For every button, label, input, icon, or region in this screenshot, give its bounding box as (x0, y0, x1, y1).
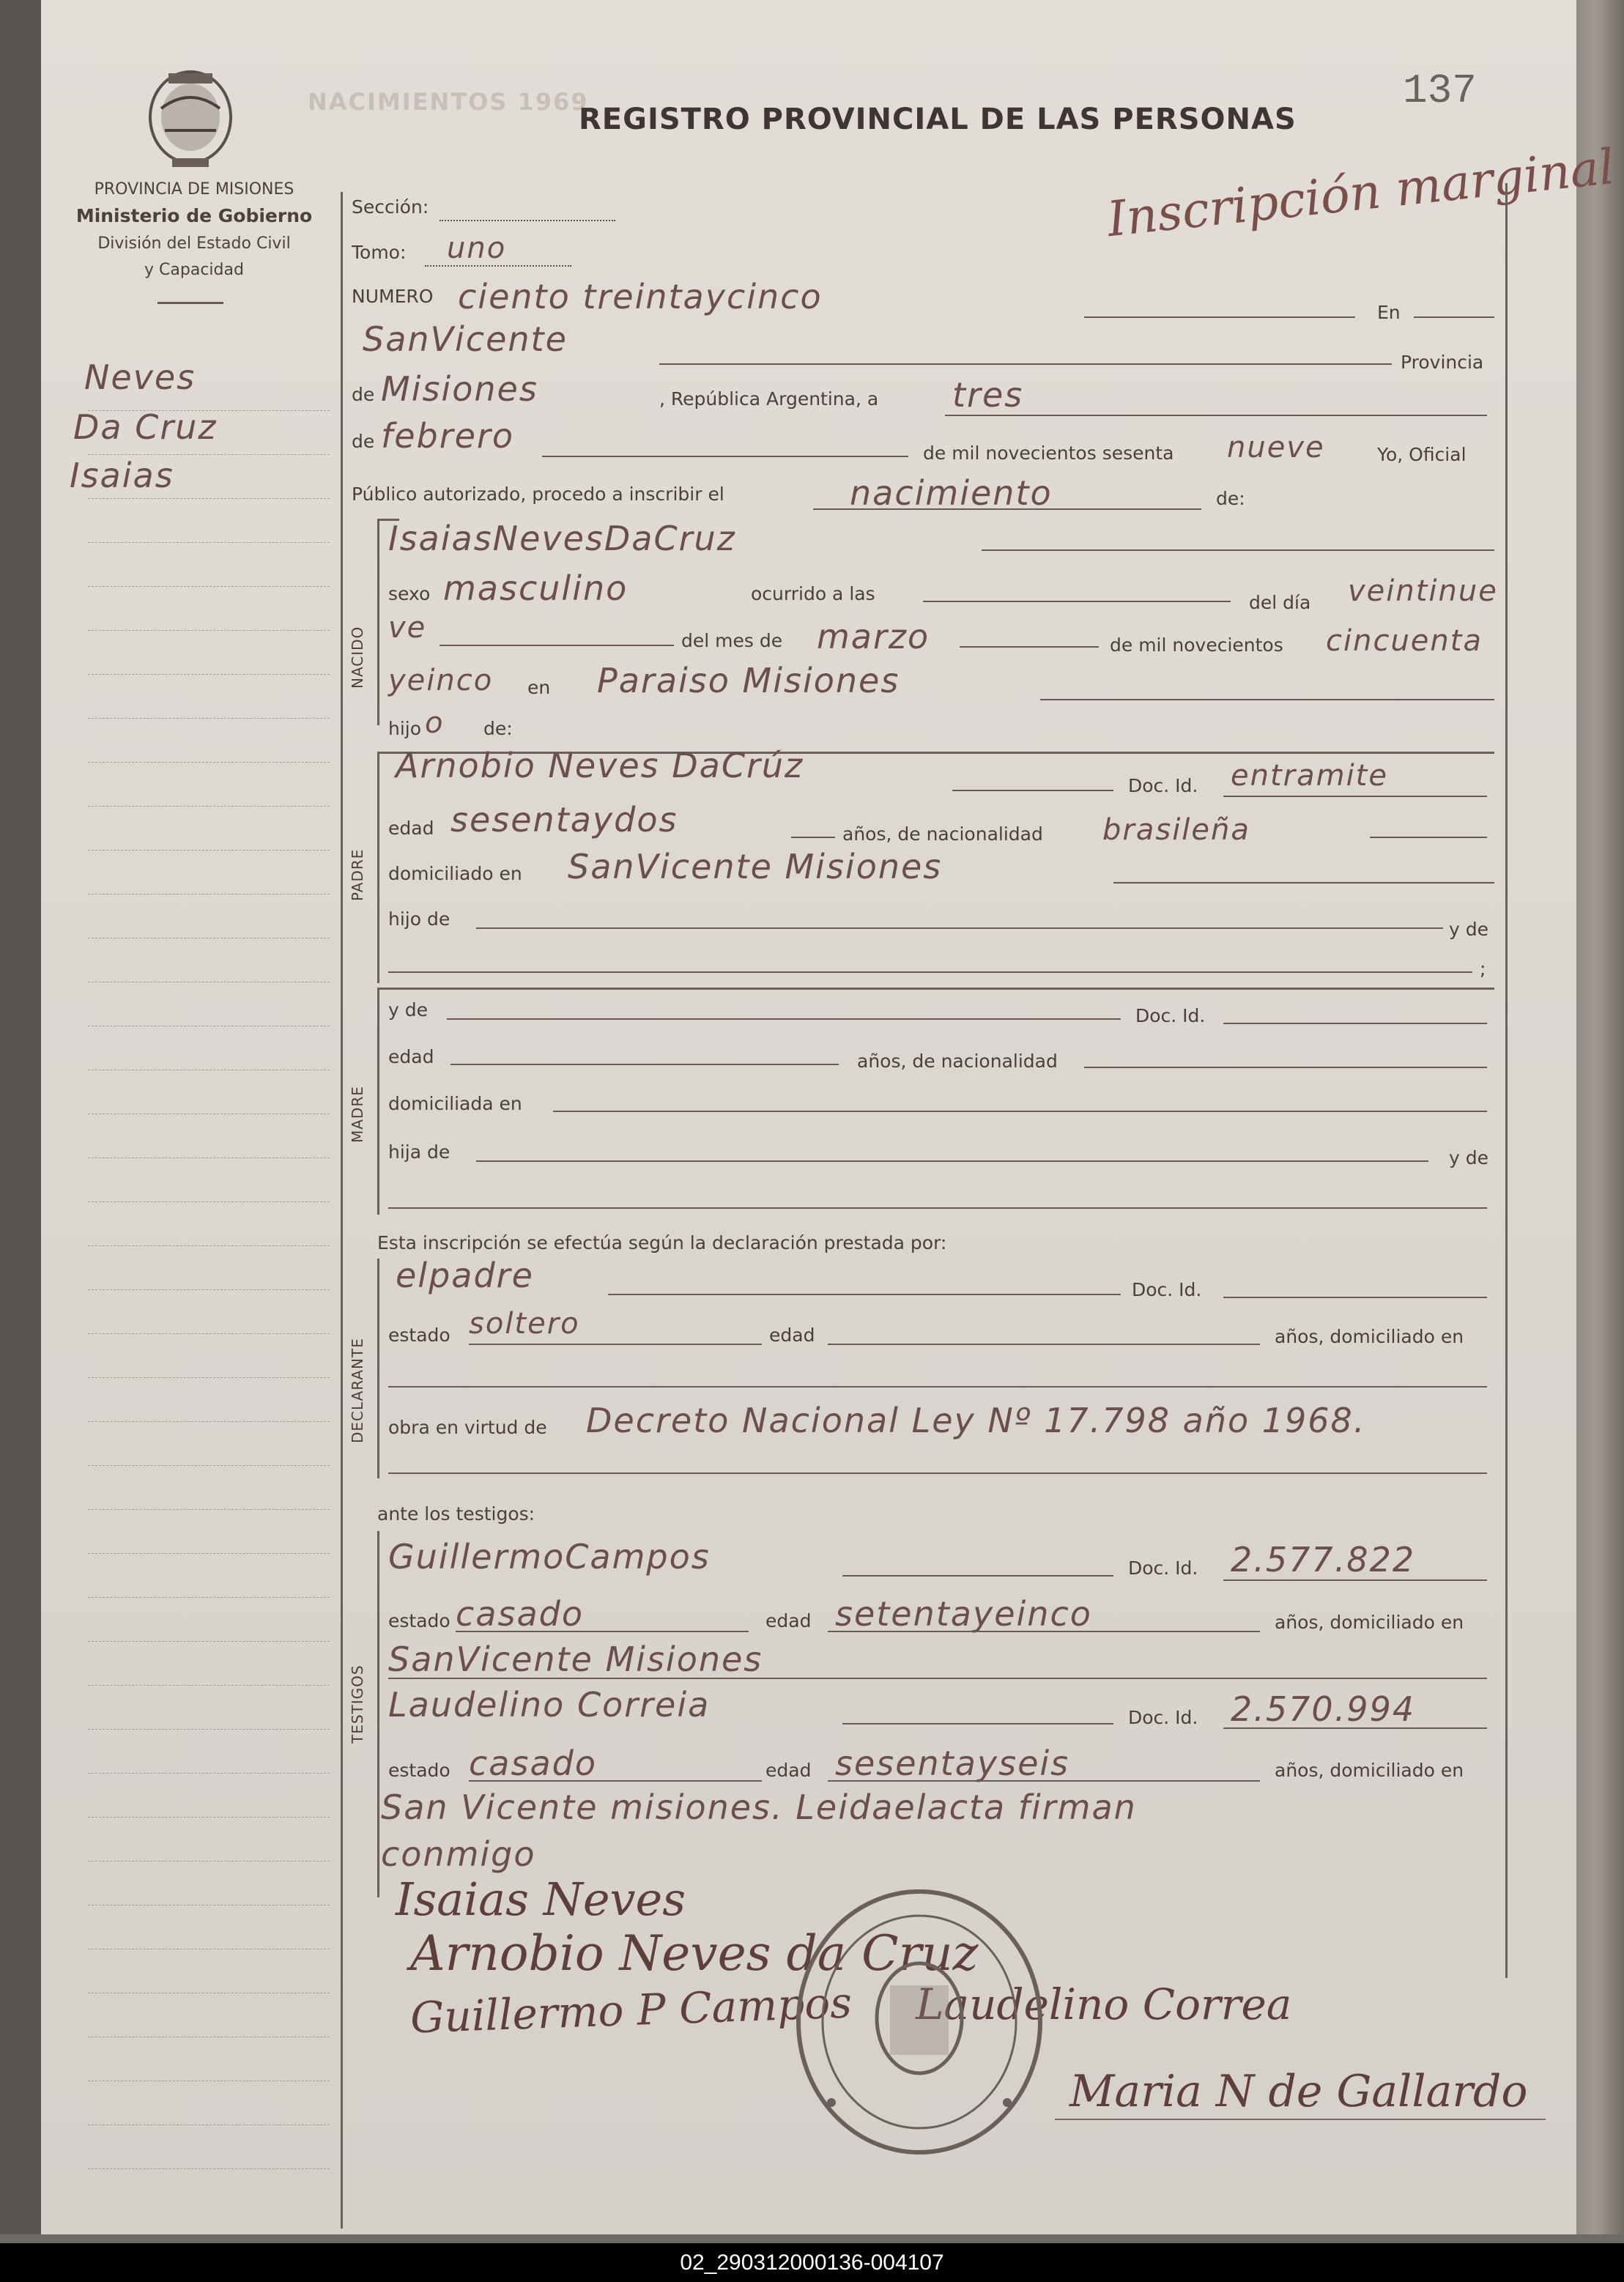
nacido-bracket (377, 519, 379, 725)
testigo2-name-line (842, 1723, 1113, 1725)
month-value: febrero (381, 416, 514, 456)
madre-edad-label: edad (388, 1046, 434, 1067)
padre-nac-label: años, de nacionalidad (842, 823, 1043, 845)
seccion-line (440, 220, 615, 221)
tomo-line (425, 265, 571, 267)
padre-name: Arnobio Neves DaCrúz (396, 746, 804, 785)
testigos-intro: ante los testigos: (377, 1503, 535, 1525)
margin-surname-2: Da Cruz (73, 407, 218, 447)
right-margin-rule (1505, 183, 1508, 1978)
dia-label: del día (1249, 592, 1311, 613)
testigo1-name-line (842, 1575, 1113, 1577)
testigo1-doc-label: Doc. Id. (1128, 1557, 1198, 1579)
image-id-label: 02_290312000136-004107 (680, 2250, 944, 2275)
padre-name-line (952, 790, 1113, 791)
testigo2-doc-value: 2.570.994 (1231, 1689, 1416, 1729)
declarante-name-line (608, 1294, 1121, 1295)
left-margin-rule (341, 192, 343, 2229)
publico-label: Público autorizado, procedo a inscribir el (352, 484, 724, 505)
declarante-dom-line (388, 1386, 1487, 1388)
testigo1-dom-value: SanVicente Misiones (388, 1640, 763, 1679)
declarante-estado-label: estado (388, 1325, 451, 1346)
padre-edad-line (791, 837, 835, 838)
provincia-value: Misiones (381, 369, 538, 409)
padre-nac-value: brasileña (1102, 813, 1250, 847)
testigo1-name: GuillermoCampos (388, 1537, 711, 1577)
day-line (945, 415, 1487, 416)
testigo2-name: Laudelino Correia (388, 1685, 711, 1725)
testigo2-estado-label: estado (388, 1760, 451, 1781)
tomo-value: uno (447, 231, 507, 265)
madre-doc-line (1223, 1023, 1487, 1024)
numero-value: ciento treintaycinco (458, 277, 823, 316)
yo-label: Yo, Oficial (1377, 444, 1467, 465)
org-ministry: Ministerio de Gobierno (75, 205, 313, 226)
day-value: tres (952, 375, 1024, 415)
testigo2-edad-value: sesentaуseis (835, 1744, 1070, 1783)
madre-y-de2-line (388, 1207, 1487, 1209)
madre-dom-line (553, 1111, 1487, 1112)
republica-label: , República Argentina, a (659, 388, 879, 410)
margin-surname-1: Neves (84, 358, 196, 397)
testigo1-estado-value: casado (456, 1594, 584, 1634)
en-line (1414, 316, 1494, 318)
madre-y-de2-label: y de (1449, 1147, 1488, 1168)
testigo2-doc-label: Doc. Id. (1128, 1707, 1198, 1728)
madre-doc-label: Doc. Id. (1135, 1005, 1206, 1026)
declarante-doc-line (1223, 1297, 1487, 1298)
de2-label: de (352, 431, 375, 452)
testigo1-dom-line (388, 1678, 1487, 1679)
coat-of-arms-icon (139, 64, 242, 174)
testigo1-anos-label: años, domiciliado en (1275, 1612, 1464, 1633)
place-line (659, 363, 1392, 365)
madre-hija-de-line (476, 1160, 1428, 1162)
mes-line (960, 646, 1099, 648)
testigo2-edad-label: edad (765, 1760, 812, 1781)
org-capacity: y Capacidad (144, 261, 244, 279)
padre-edad-label: edad (388, 818, 434, 839)
de-label: de (352, 384, 375, 405)
org-province: PROVINCIA DE MISIONES (94, 180, 294, 199)
testigo1-doc-line (1223, 1579, 1487, 1581)
dia-value-cont: ve (388, 611, 427, 645)
padre-hijo-de-line (476, 927, 1443, 929)
page-title: REGISTRO PROVINCIAL DE LAS PERSONAS (579, 103, 1297, 136)
book-spine (1576, 0, 1624, 2234)
padre-doc-label: Doc. Id. (1128, 775, 1198, 796)
testigo2-edad-line (828, 1780, 1260, 1782)
madre-edad-line (451, 1064, 839, 1065)
padre-edad-value: sesentaydos (451, 800, 678, 840)
year-value: nueve (1227, 431, 1325, 464)
obra-label: obra en virtud de (388, 1417, 547, 1438)
madre-top-rule (377, 988, 1494, 990)
testigo1-doc-value: 2.577.822 (1231, 1540, 1416, 1579)
place-value: SanVicente (363, 319, 568, 359)
anio-label: de mil novecientos sesenta (923, 442, 1174, 464)
padre-y-de-label: y de (1449, 919, 1488, 940)
testigo2-doc-line (1223, 1727, 1487, 1729)
declarante-doc-label: Doc. Id. (1132, 1279, 1202, 1300)
anio-value: cincuenta (1326, 624, 1483, 658)
hijo-label: hijo (388, 718, 422, 739)
padre-dom-value: SanVicente Misiones (568, 847, 943, 886)
padre-doc-value: entramite (1231, 759, 1388, 793)
padre-semicolon: ; (1480, 958, 1486, 979)
anio-value-cont: yeinco (388, 664, 494, 697)
registrar-mark: Inscripción marginal (1104, 138, 1617, 248)
numero-line (1084, 316, 1355, 318)
testigo1-edad-label: edad (765, 1610, 812, 1631)
madre-nac-line (1084, 1067, 1487, 1068)
madre-dom-label: domiciliada en (388, 1093, 522, 1114)
month-line (542, 456, 908, 457)
org-division: División del Estado Civil (97, 234, 291, 253)
signature-5-underline (1055, 2119, 1546, 2120)
padre-hijo-de-label: hijo de (388, 908, 451, 930)
nacido-name: IsaiasNevesDaCruz (388, 519, 736, 558)
testigo1-edad-line (828, 1631, 1260, 1632)
madre-section-label: MADRE (349, 1086, 366, 1143)
declarante-name: elpadre (396, 1256, 534, 1295)
org-underline (157, 302, 223, 304)
signature-5: Maria N de Gallardo (1069, 2066, 1528, 2117)
testigo1-edad-value: setentayeinco (835, 1594, 1092, 1634)
madre-nac-label: años, de nacionalidad (857, 1051, 1058, 1072)
padre-section-label: PADRE (349, 848, 366, 901)
padre-dom-label: domiciliado en (388, 863, 522, 884)
signature-3: Guillermo P Campos (409, 1977, 853, 2043)
margin-given-name: Isaias (70, 456, 174, 495)
mes-label: del mes de (681, 630, 783, 651)
signature-1: Isaias Neves (396, 1872, 686, 1926)
en-label: En (1377, 302, 1401, 323)
closing-text: conmigo (381, 1834, 536, 1874)
madre-y-de-label: y de (388, 999, 428, 1020)
declarante-edad-label: edad (769, 1325, 815, 1346)
sexo-value: masculino (443, 568, 629, 608)
ocurrido-label: ocurrido a las (751, 583, 875, 604)
madre-name-line (447, 1018, 1121, 1020)
acto-value: nacimiento (850, 473, 1053, 513)
official-seal-icon (787, 1883, 1051, 2161)
declarante-section-label: DECLARANTE (349, 1338, 366, 1443)
padre-bracket (377, 752, 379, 983)
page-number: 137 (1403, 67, 1477, 114)
signature-4: Laudelino Correa (916, 1979, 1292, 2029)
padre-doc-line (1223, 796, 1487, 797)
testigos-section-label: TESTIGOS (349, 1664, 366, 1744)
declarante-edad-line (828, 1344, 1260, 1345)
testigo2-anos-label: años, domiciliado en (1275, 1760, 1464, 1781)
hora-line (923, 601, 1231, 602)
hijo-de-label: de: (483, 718, 513, 739)
padre-dom-line (1113, 882, 1494, 883)
sexo-label: sexo (388, 583, 431, 604)
mes-value: marzo (817, 617, 930, 656)
declarante-intro: Esta inscripción se efectúa según la declaración prestada por: (377, 1232, 947, 1253)
padre-nac-line (1370, 837, 1487, 838)
faded-header-text: NACIMIENTOS 1969 (308, 88, 589, 116)
numero-label: NUMERO (352, 286, 434, 307)
seccion-label: Sección: (352, 196, 429, 218)
en-lugar-label: en (527, 677, 551, 698)
signature-2: Arnobio Neves da Cruz (410, 1925, 979, 1982)
declarante-bracket (377, 1259, 379, 1478)
nacido-section-label: NACIDO (349, 626, 366, 689)
testigo1-estado-line (456, 1631, 749, 1632)
acto-line (813, 508, 1201, 510)
testigo2-estado-value: casado (469, 1744, 597, 1783)
declarante-estado-line (469, 1344, 762, 1345)
testigo1-estado-label: estado (388, 1610, 451, 1631)
obra-bottom-line (388, 1472, 1487, 1474)
nacido-name-line (982, 549, 1494, 551)
dia-cont-line (440, 645, 674, 646)
lugar-line (1040, 699, 1494, 700)
obra-value: Decreto Nacional Ley Nº 17.798 año 1968. (586, 1401, 1366, 1440)
dia-value: veintinue (1348, 574, 1498, 608)
madre-bracket (377, 988, 379, 1215)
tomo-label: Tomo: (352, 242, 407, 263)
testigos-bracket (377, 1531, 379, 1897)
provincia-label: Provincia (1401, 352, 1484, 373)
testigo2-estado-line (469, 1780, 762, 1782)
hijo-value: o (425, 706, 445, 740)
padre-y-de-line (388, 971, 1472, 973)
madre-hija-de-label: hija de (388, 1141, 451, 1163)
testigo2-dom-value: San Vicente misiones. Leidaelacta firman (381, 1788, 1137, 1827)
declarante-anos-label: años, domiciliado en (1275, 1326, 1464, 1347)
novec-label: de mil novecientos (1110, 634, 1283, 656)
declarante-estado-value: soltero (469, 1307, 580, 1341)
book-left-edge (0, 0, 41, 2234)
lugar-value: Paraiso Misiones (597, 661, 900, 700)
de3-label: de: (1216, 488, 1245, 509)
